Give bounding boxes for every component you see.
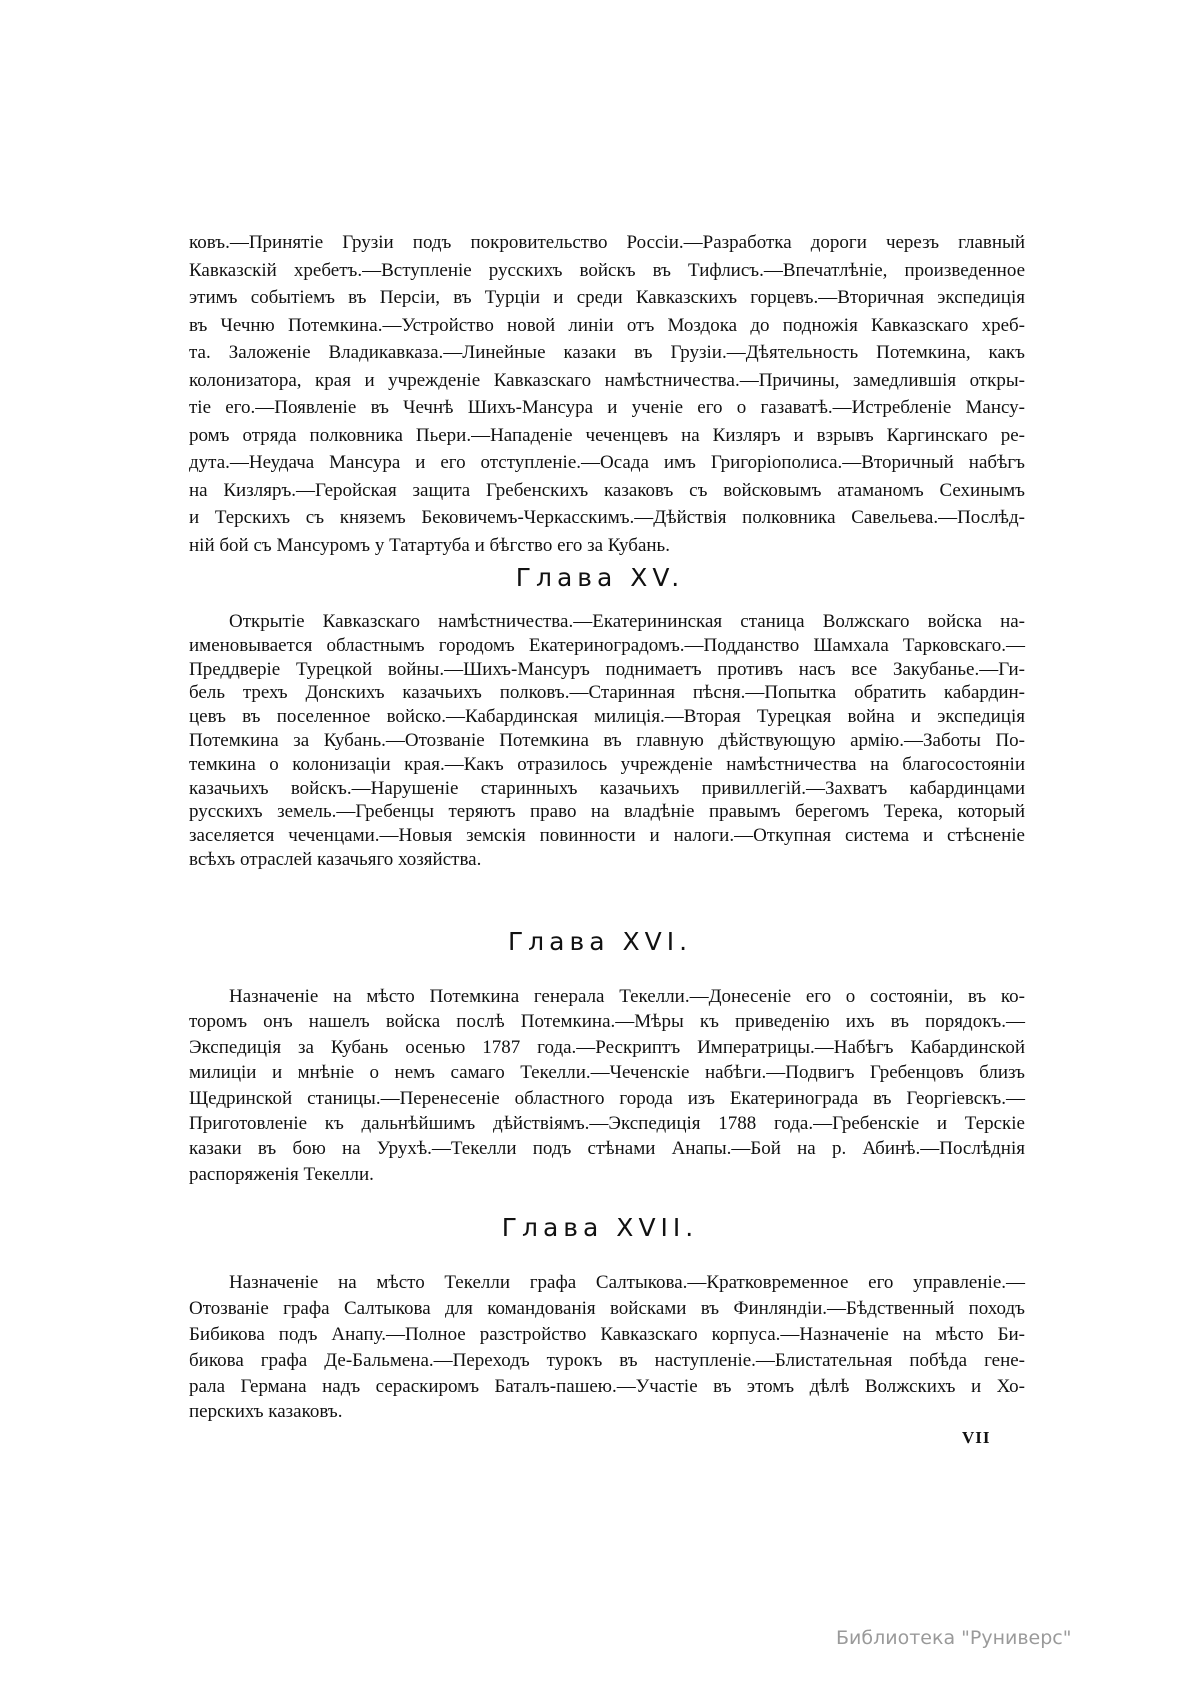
text-line: этимъ событіемъ въ Персіи, въ Турціи и среди Кавказскихъ горцевъ.—Вторичная экспедиція xyxy=(189,287,1025,308)
text-line: распоряженія Текелли. xyxy=(189,1163,374,1185)
text-line: бикова графа Де-Бальмена.—Переходъ турокъ въ наступленіе.—Блистательная побѣда гене- xyxy=(189,1349,1025,1371)
text-line: казачьихъ войскъ.—Нарушеніе старинныхъ казачьихъ привиллегій.—Захватъ кабардинцами xyxy=(189,777,1025,799)
text-line: Приготовленіе къ дальнѣйшимъ дѣйствіямъ.—Экспедиція 1788 года.—Гребенскіе и Терскіе xyxy=(189,1112,1025,1134)
chapter-heading-xvii: Глава XVII. xyxy=(501,1213,699,1242)
text-line: Щедринской станицы.—Перенесеніе областного города изъ Екатеринограда въ Георгіевскъ.— xyxy=(189,1087,1025,1109)
text-line: торомъ онъ нашелъ войска послѣ Потемкина.—Мѣры къ приведенію ихъ въ порядокъ.— xyxy=(189,1011,1025,1033)
text-line: Назначеніе на мѣсто Текелли графа Салтыкова.—Кратковременное его управленіе.— xyxy=(229,1272,1025,1293)
text-line: именовывается областнымъ городомъ Екатериноградомъ.—Подданство Шамхала Тарковскаго.— xyxy=(189,634,1025,656)
text-line: перскихъ казаковъ. xyxy=(189,1401,343,1423)
text-line: ромъ отряда полковника Пьери.—Нападеніе чеченцевъ на Кизляръ и взрывъ Каргинскаго ре- xyxy=(189,424,1025,446)
text-line: Назначеніе на мѣсто Потемкина генерала Текелли.—Донесеніе его о состояніи, въ ко- xyxy=(229,986,1025,1007)
chapter-xv-summary xyxy=(189,612,1025,874)
text-line: Преддверіе Турецкой войны.—Шихъ-Мансуръ поднимаетъ противъ насъ все Закубанье.—Ги- xyxy=(189,658,1025,680)
text-line: ній бой съ Мансуромъ у Татартуба и бѣгство его за Кубань. xyxy=(189,534,670,556)
text-line: Экспедиція за Кубань осенью 1787 года.—Рескриптъ Императрицы.—Набѣгъ Кабардинской xyxy=(189,1036,1025,1058)
text-line: бель трехъ Донскихъ казачьихъ полковъ.—Старинная пѣсня.—Попытка обратить кабардин- xyxy=(189,682,1025,704)
paragraph-continuation xyxy=(189,233,1025,563)
text-line: и Терскихъ съ княземъ Бековичемъ-Черкасскимъ.—Дѣйствія полковника Савельева.—Послѣд- xyxy=(189,507,1025,528)
text-line: Бибикова подъ Анапу.—Полное разстройство Кавказскаго корпуса.—Назначеніе на мѣсто Би- xyxy=(189,1323,1025,1345)
text-line: та. Заложеніе Владикавказа.—Линейные казаки въ Грузіи.—Дѣятельность Потемкина, какъ xyxy=(189,342,1025,363)
text-line: на Кизляръ.—Геройская защита Гребенскихъ казаковъ съ войсковымъ атаманомъ Сехинымъ xyxy=(189,479,1025,501)
text-line: Потемкина за Кубань.—Отозваніе Потемкина въ главную дѣйствующую армію.—Заботы По- xyxy=(189,729,1025,751)
chapter-heading-xv: Глава XV. xyxy=(515,563,685,592)
chapter-heading-xvi: Глава XVI. xyxy=(507,927,693,956)
text-line: Отозваніе графа Салтыкова для командованія войсками въ Финляндіи.—Бѣдственный походъ xyxy=(189,1297,1025,1319)
text-line: Кавказскій хребетъ.—Вступленіе русскихъ войскъ въ Тифлисъ.—Впечатлѣніе, произведенное xyxy=(189,259,1025,281)
text-line: тіе его.—Появленіе въ Чечнѣ Шихъ-Мансура и ученіе его о газаватѣ.—Истребленіе Мансу- xyxy=(189,397,1025,418)
text-line: рала Германа надъ сераскиромъ Баталъ-пашею.—Участіе въ этомъ дѣлѣ Волжскихъ и Хо- xyxy=(189,1375,1025,1397)
text-line: всѣхъ отраслей казачьяго хозяйства. xyxy=(189,848,482,870)
text-line: цевъ въ поселенное войско.—Кабардинская милиція.—Вторая Турецкая война и экспедиція xyxy=(189,706,1025,728)
chapter-xvii-summary xyxy=(189,1273,1025,1428)
page-number: VII xyxy=(962,1428,991,1447)
text-line: русскихъ земель.—Гребенцы теряютъ право на владѣніе правымъ берегомъ Терека, который xyxy=(189,801,1025,823)
text-line: заселяется чеченцами.—Новыя земскія повинности и налоги.—Откупная система и стѣсненіе xyxy=(189,825,1025,847)
text-line: ковъ.—Принятіе Грузіи подъ покровительство Россіи.—Разработка дороги черезъ главный xyxy=(189,232,1025,253)
text-line: колонизатора, края и учрежденіе Кавказскаго намѣстничества.—Причины, замедлившія откры- xyxy=(189,369,1025,391)
text-line: казаки въ бою на Урухѣ.—Текелли подъ стѣнами Анапы.—Бой на р. Абинѣ.—Послѣднія xyxy=(189,1138,1025,1160)
text-line: дута.—Неудача Мансура и его отступленіе.—Осада имъ Григоріополиса.—Вторичный набѣгъ xyxy=(189,452,1025,473)
text-line: Открытіе Кавказскаго намѣстничества.—Екатерининская станица Волжскаго войска на- xyxy=(229,611,1025,632)
text-line: въ Чечню Потемкина.—Устройство новой линіи отъ Моздока до подножія Кавказскаго хреб- xyxy=(189,314,1025,336)
chapter-xvi-summary xyxy=(189,987,1025,1190)
library-watermark: Библиотека "Руниверс" xyxy=(836,1627,1072,1649)
text-line: темкина о колонизаціи края.—Какъ отразилось учрежденіе намѣстничества на благосостояніи xyxy=(189,753,1025,775)
text-line: милиціи и мнѣніе о немъ самаго Текелли.—Чеченскіе набѣги.—Подвигъ Гребенцовъ близъ xyxy=(189,1062,1025,1084)
